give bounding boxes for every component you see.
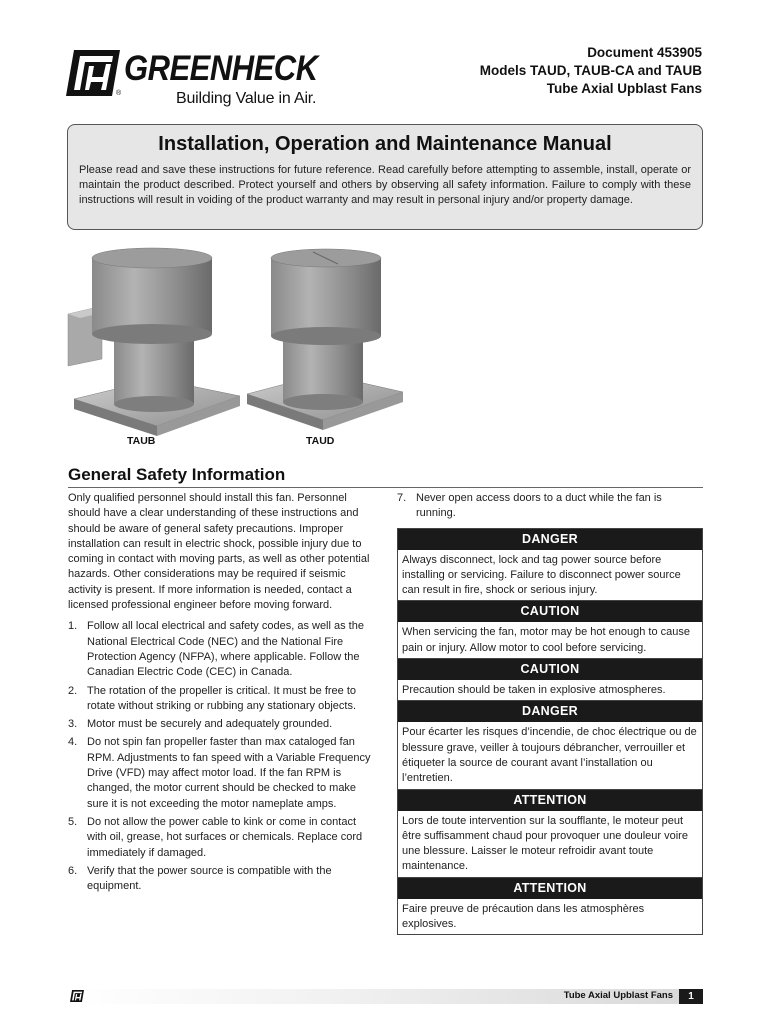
warning-label: CAUTION [398, 601, 702, 622]
document-models: Models TAUD, TAUB-CA and TAUB [479, 63, 702, 78]
section-heading: General Safety Information [68, 465, 286, 484]
danger-box [397, 529, 703, 602]
warning-label: DANGER [398, 529, 702, 550]
warning-label: DANGER [398, 701, 702, 722]
safety-list [68, 619, 373, 894]
caution-box [397, 601, 703, 659]
greenheck-mark-icon [70, 989, 84, 1003]
attention-box [397, 790, 703, 878]
safety-right-column [397, 491, 703, 935]
registered-mark: ® [116, 90, 122, 97]
section-divider [68, 487, 703, 488]
warning-label: ATTENTION [398, 878, 702, 899]
list-item: 1. Follow all local electrical and safety codes, as well as the National Electrical Code (NEC) and the National Fire Protection Agency (NFPA), where applicable. Follow the Canadian Electric Code (CEC) in Canada. [68, 620, 364, 679]
warning-text: Precaution should be taken in explosive atmospheres. [402, 684, 666, 697]
danger-box [397, 701, 703, 789]
page-number: 1 [679, 989, 703, 1004]
list-item: 4. Do not spin fan propeller faster than max cataloged fan RPM. Adjustments to fan speed with a Variable Frequency Drive (VFD) may affect motor load. If the fan RPM is changed, the motor current should be checked to make sure it is not exceeding the motor nameplate amps. [68, 736, 371, 810]
warning-label: CAUTION [398, 659, 702, 680]
document-product-type: Tube Axial Upblast Fans [546, 81, 702, 96]
warning-label: ATTENTION [398, 790, 702, 811]
list-item: 7. Never open access doors to a duct while the fan is running. [397, 492, 662, 520]
brand-tagline: Building Value in Air. [176, 90, 317, 107]
caution-box [397, 659, 703, 701]
taub-label: TAUB [127, 435, 156, 447]
list-item: 6. Verify that the power source is compatible with the equipment. [68, 864, 332, 893]
warning-text: Lors de toute intervention sur la soufflante, le moteur peut être suffisamment chaud pour provoquer une douleur voire une blessure. Laisser le moteur refroidir avant toute maintenance. [402, 814, 688, 873]
warning-text: Pour écarter les risques d’incendie, de choc électrique ou de blessure grave, veiller à toujours débrancher, verrouiller et étiqueter la source de courant avant l’installation ou l’entretien. [402, 726, 697, 785]
warning-text: When servicing the fan, motor may be hot enough to cause pain or injury. Allow motor to cool before servicing. [402, 626, 690, 654]
intro-text: Please read and save these instructions for future reference. Read carefully before attempting to assemble, install, operate or maintain the product described. Protect yourself and others by observing all safety information. Failure to comply with these instructions will result in voiding of the product warranty and may result in personal injury and/or property damage. [79, 164, 691, 206]
taub-fan-image [62, 244, 242, 444]
document-info [480, 44, 702, 98]
warning-text: Always disconnect, lock and tag power source before installing or servicing. Failure to disconnect power source can result in fire, shock or serious injury. [402, 553, 681, 597]
safety-intro: Only qualified personnel should install this fan. Personnel should have a clear understanding of these instructions and should be aware of general safety precautions. Improper installation can result in electric shock, possible injury due to coming in contact with moving parts, as well as other potential hazards. Other considerations may be required if seismic activity is present. If more information is needed, contact a licensed professional engineer before moving forward. [68, 492, 370, 612]
footer-title: Tube Axial Upblast Fans [563, 990, 673, 1001]
greenheck-logo [66, 46, 326, 110]
safety-left-column [68, 491, 373, 897]
warning-stack [397, 528, 703, 936]
taud-label: TAUD [306, 435, 335, 447]
list-item: 2. The rotation of the propeller is critical. It must be free to rotate without striking or rubbing any stationary objects. [68, 684, 357, 712]
taud-fan-image [243, 244, 423, 444]
list-item: 3. Motor must be securely and adequately grounded. [68, 718, 333, 731]
list-item: 5. Do not allow the power cable to kink or come in contact with oil, grease, hot surfaces or chemicals. Replace cord immediately if damaged. [68, 815, 363, 859]
greenheck-logo-icon [66, 50, 120, 96]
brand-name: GREENHECK [124, 48, 318, 89]
attention-box [397, 878, 703, 936]
page-title: Installation, Operation and Maintenance Manual [158, 133, 612, 155]
warning-text: Faire preuve de précaution dans les atmosphères explosives. [402, 902, 645, 931]
document-number: Document 453905 [587, 45, 702, 60]
manual-title-box [67, 124, 703, 230]
